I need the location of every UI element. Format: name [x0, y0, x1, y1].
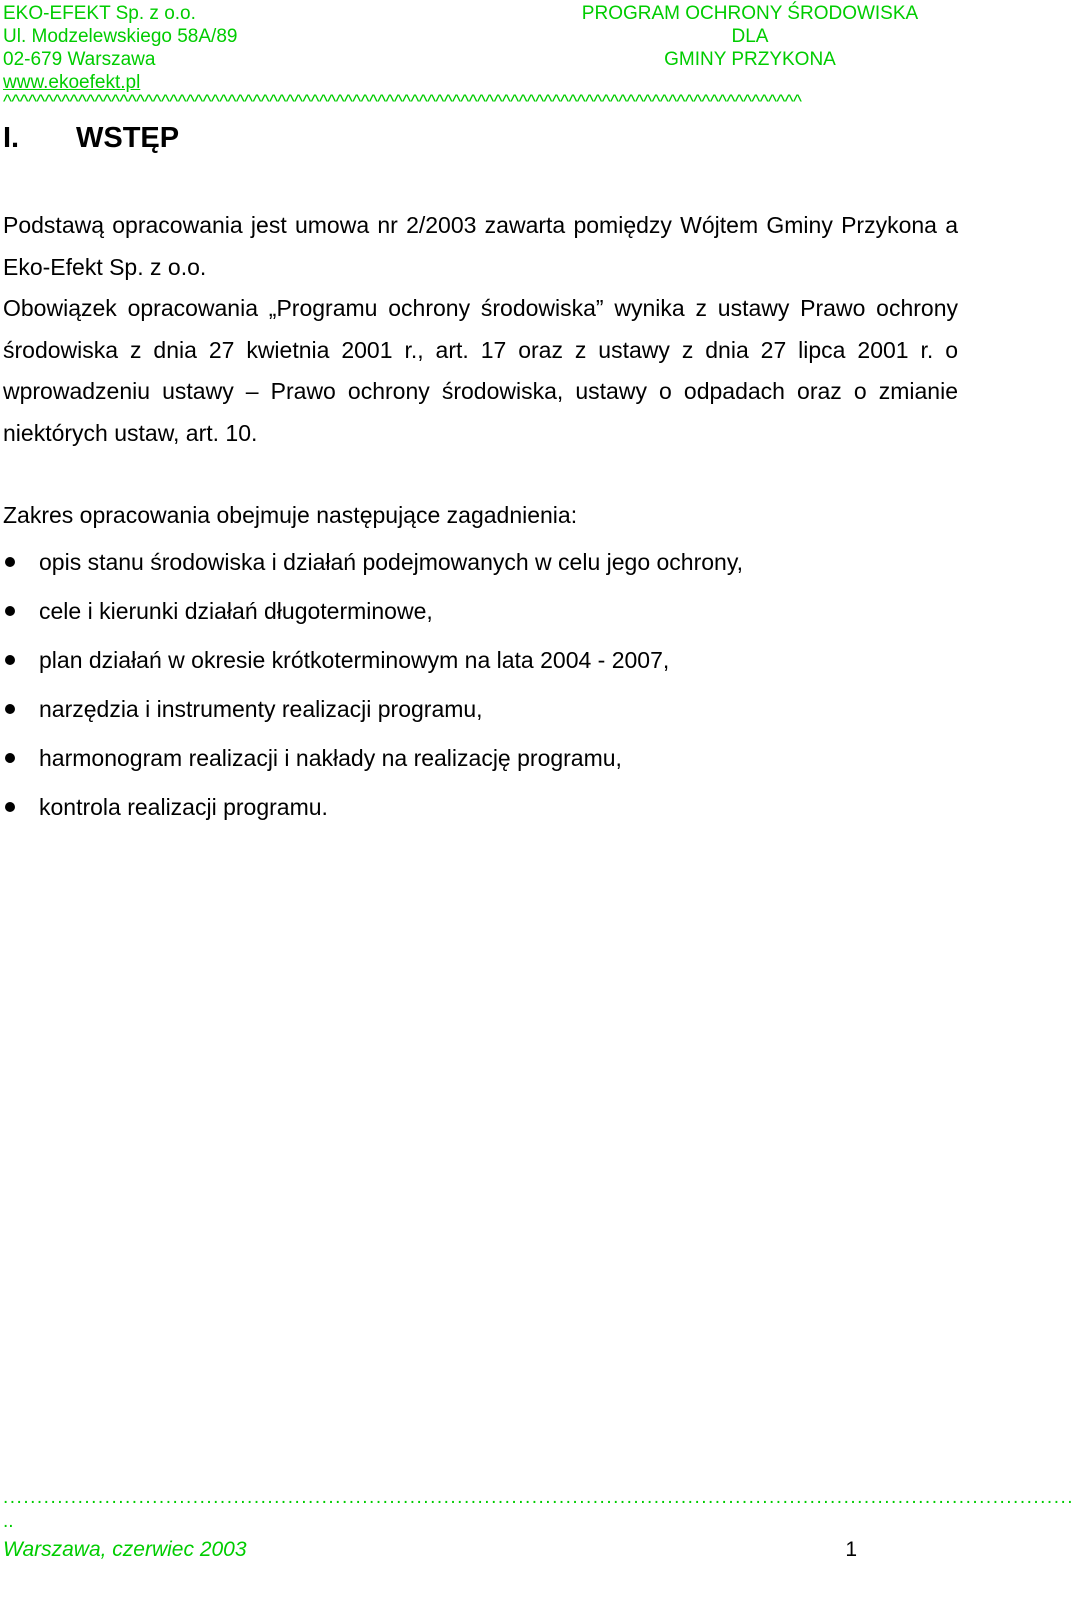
- bullet-icon: [5, 606, 15, 616]
- header-divider: ^^^^^^^^^^^^^^^^^^^^^^^^^^^^^^^^^^^^^^^^^^^^^^^^^^^^^^^^^^^^^^^^^^^^^^^^^^^^^^^^^^^^^^^^^^^^^^^^: [3, 92, 802, 113]
- paragraph-basis: Podstawą opracowania jest umowa nr 2/2003 zawarta pomiędzy Wójtem Gminy Przykona a Eko-Efekt Sp. z o.o.: [3, 212, 958, 280]
- paragraph-obligation: Obowiązek opracowania „Programu ochrony środowiska” wynika z ustawy Prawo ochrony środowiska z dnia 27 kwietnia 2001 r., art. 17 oraz z ustawy z dnia 27 lipca 2001 r. o wprowadzeniu ustawy – Prawo ochrony środowiska, ustawy o odpadach oraz o zmianie niektórych ustaw, art. 10.: [3, 295, 958, 446]
- list-item: [3, 540, 953, 589]
- paragraph-scope: Zakres opracowania obejmuje następujące zagadnienia:: [3, 502, 578, 528]
- list-item: [3, 638, 953, 687]
- list-item: [3, 589, 953, 638]
- section-number: I.: [3, 122, 20, 154]
- list-item: [3, 736, 953, 785]
- program-title-line2: DLA: [731, 26, 769, 47]
- company-website-link[interactable]: www.ekoefekt.pl: [3, 72, 141, 93]
- program-title-line1: PROGRAM OCHRONY ŚRODOWISKA: [581, 3, 919, 24]
- section-heading: [3, 121, 179, 155]
- bullet-icon: [5, 753, 15, 763]
- footer-divider-continuation: ..: [3, 1511, 14, 1532]
- list-item-text: cele i kierunki działań długoterminowe,: [39, 598, 433, 624]
- section-title: WSTĘP: [76, 122, 180, 154]
- page-number: 1: [845, 1538, 857, 1561]
- list-item-text: opis stanu środowiska i działań podejmowanych w celu jego ochrony,: [39, 549, 744, 575]
- company-street: Ul. Modzelewskiego 58A/89: [3, 26, 238, 47]
- bullet-icon: [5, 655, 15, 665]
- bullet-icon: [5, 557, 15, 567]
- bullet-icon: [5, 704, 15, 714]
- list-item-text: narzędzia i instrumenty realizacji programu,: [39, 696, 483, 722]
- list-item: [3, 785, 953, 834]
- list-item: [3, 687, 953, 736]
- bullet-icon: [5, 802, 15, 812]
- footer-place-date: Warszawa, czerwiec 2003: [3, 1538, 247, 1561]
- scope-list: [3, 540, 953, 834]
- program-title-line3: GMINY PRZYKONA: [664, 49, 836, 70]
- list-item-text: harmonogram realizacji i nakłady na realizację programu,: [39, 745, 622, 771]
- company-city: 02-679 Warszawa: [3, 49, 156, 70]
- list-item-text: kontrola realizacji programu.: [39, 794, 328, 820]
- company-name: EKO-EFEKT Sp. z o.o.: [3, 3, 196, 24]
- list-item-text: plan działań w okresie krótkoterminowym na lata 2004 - 2007,: [39, 647, 670, 673]
- footer-divider: ..............................................................................................................................................................: [3, 1487, 1074, 1508]
